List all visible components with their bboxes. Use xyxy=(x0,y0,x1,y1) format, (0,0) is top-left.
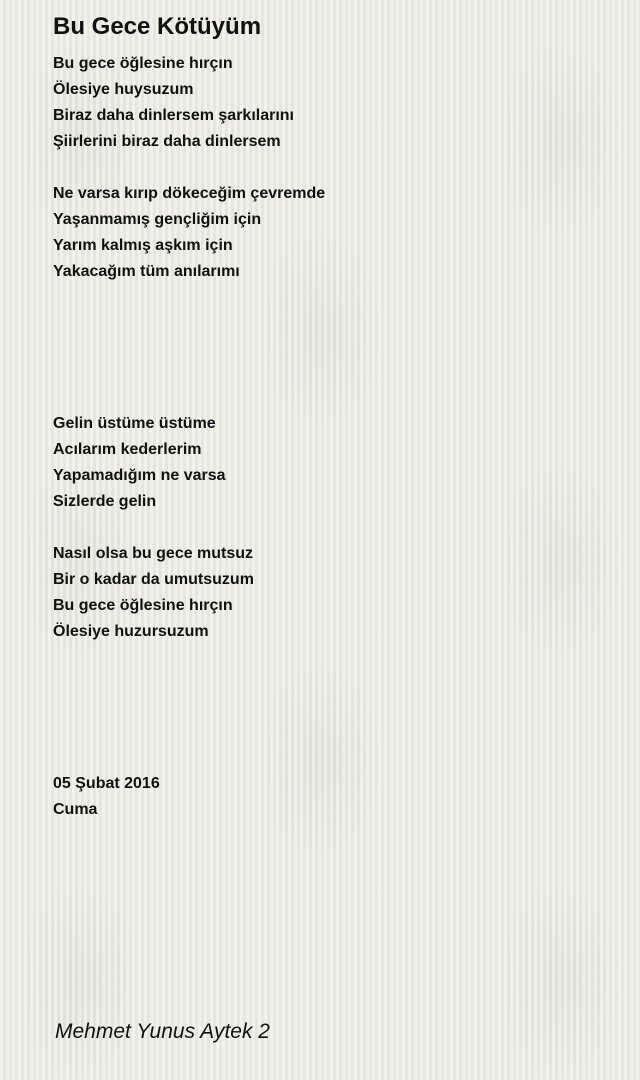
poem-line: Yapamadığım ne varsa xyxy=(53,467,226,484)
poem-line: Ne varsa kırıp dökeceğim çevremde xyxy=(53,185,326,202)
poem-line: Nasıl olsa bu gece mutsuz xyxy=(53,545,254,562)
poem-weekday: Cuma xyxy=(53,801,98,818)
poem-date: 05 Şubat 2016 xyxy=(53,775,160,792)
poem-line: Yakacağım tüm anılarımı xyxy=(53,263,240,280)
date-block xyxy=(53,771,160,823)
stanza-2 xyxy=(53,181,325,285)
stanza-1 xyxy=(53,51,294,155)
poem-line: Yaşanmamış gençliğim için xyxy=(53,211,262,228)
stanza-4 xyxy=(53,541,254,645)
poem-line: Biraz daha dinlersem şarkılarını xyxy=(53,107,294,124)
poem-line: Şiirlerini biraz daha dinlersem xyxy=(53,133,281,150)
poem-line: Bu gece öğlesine hırçın xyxy=(53,55,233,72)
poem-line: Ölesiye huysuzum xyxy=(53,81,194,98)
poem-line: Acılarım kederlerim xyxy=(53,441,202,458)
poem-line: Sizlerde gelin xyxy=(53,493,157,510)
poem-line: Gelin üstüme üstüme xyxy=(53,415,216,432)
poem-line: Bu gece öğlesine hırçın xyxy=(53,597,233,614)
poem-line: Bir o kadar da umutsuzum xyxy=(53,571,254,588)
poem-line: Yarım kalmış aşkım için xyxy=(53,237,233,254)
poem-line: Ölesiye huzursuzum xyxy=(53,623,209,640)
author-name: Mehmet Yunus Aytek 2 xyxy=(55,1020,270,1043)
poem-title: Bu Gece Kötüyüm xyxy=(53,13,262,40)
stanza-3 xyxy=(53,411,226,515)
